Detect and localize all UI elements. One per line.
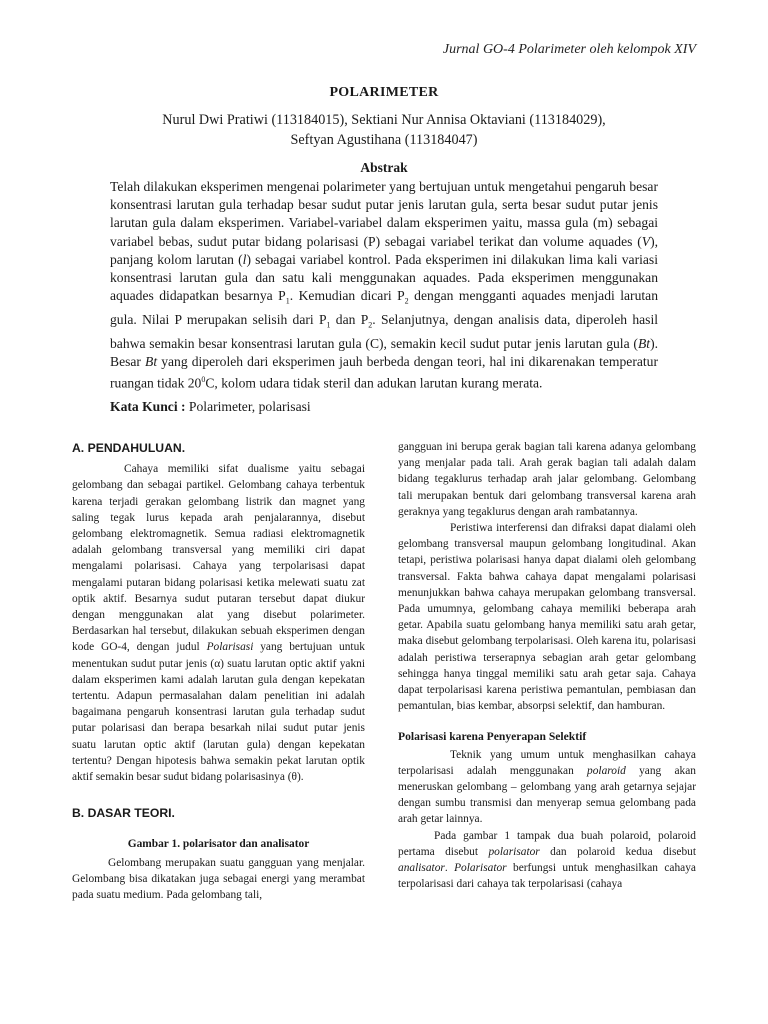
author-list [0,110,768,150]
keywords-label: Kata Kunci : [110,399,186,414]
figure-description-paragraph: Pada gambar 1 tampak dua buah polaroid, polaroid pertama disebut polarisator dan polaroid kedua disebut analisator. Polarisator berfungsi untuk menghasilkan cahaya terpolarisasi dari cahaya tak terpolarisasi (cahaya [398,829,697,891]
rope-wave-paragraph: gangguan ini berupa gerak bagian tali karena adanya gelombang yang menjalar pada tali. Arah gerak bagian tali adalah dalam bidang tegaklurus terhadap arah jalar gelombang. Gelombang tali merupakan bentuk dari gelombang transversal karena arah geraknya yang tegaklurus dengan arah rambatannya. [398,441,696,518]
author-line-2: Seftyan Agustihana (113184047) [290,132,478,148]
keywords [110,399,658,415]
author-line-1: Nurul Dwi Pratiwi (113184015), Sektiani Nur Annisa Oktaviani (113184029), [162,112,606,128]
polaroid-paragraph: Teknik yang umum untuk menghasilkan cahaya terpolarisasi adalah menggunakan polaroid yang akan meneruskan gelombang – gelombang yang arah getarnya sejajar dengan sumbu transmisi dan menyerap semua gelombang pada arah getar lainnya. [398,748,696,826]
left-column [72,440,365,903]
journal-header: Jurnal GO-4 Polarimeter oleh kelompok XIV [442,42,696,57]
right-column [398,439,696,892]
abstract-heading: Abstrak [360,160,408,175]
abstract-body: Telah dilakukan eksperimen mengenai polarimeter yang bertujuan untuk mengetahui pengaruh besar konsentrasi larutan gula terhadap besar sudut putar jenis larutan gula, serta besar sudut putar jenis larutan gula dalam eksperimen. Variabel-variabel dalam eksperimen yaitu, massa gula (m) sebagai variabel bebas, sudut putar bidang polarisasi (P) sebagai variabel terikat dan volume aquades (V), panjang kolom larutan (l) sebagai variabel kontrol. Pada eksperimen ini dilakukan lima kali variasi konsentrasi larutan gula dan satu kali menggunakan aquades. Pada eksperimen menggunakan aquades didapatkan besarnya $P_1$. Kemudian dicari $P_2$ dengan mengganti aquades menjadi larutan gula. Nilai P merupakan selisih dari $P_1$ dan $P_2$. Selanjutnya, dengan analisis data, diperoleh hasil bahwa semakin besar konsentrasi larutan gula (C), semakin kecil sudut putar jenis larutan gula (Bt). Besar Bt yang diperoleh dari eksperimen jauh berbeda dengan teori, hal ini dikarenakan temperatur ruangan tidak $20^0C$, kolom udara tidak steril dan adukan larutan kurang merata. [110,179,658,391]
selective-absorption-heading: Polarisasi karena Penyerapan Selektif [398,730,587,744]
intro-paragraph: Cahaya memiliki sifat dualisme yaitu sebagai gelombang dan sebagai partikel. Gelombang cahaya terbentuk karena terjadi gerakan gelombang listrik dan magnet yang saling tegak lurus kepada arah penjalarannya, disebut gelombang elektromagnetik. Semua radiasi elektromagnetik adalah gelombang transversal yang memiliki ciri dapat mengalami polarisasi. Cahaya yang terpolarisasi dapat mengalami putaran bidang polarisasi ketika melewati suatu zat optik aktif. Besarnya sudut putaran tersebut dapat diukur dengan menggunakan alat yang disebut polarimeter. Berdasarkan hal tersebut, dilakukan sebuah eksperimen dengan kode GO-4, dengan judul Polarisasi yang bertujuan untuk menentukan sudut putar jenis (α) suatu larutan optic aktif yakni dalam eksperimen kami adalah larutan gula dengan kepekatan tertentu. Adapun permasalahan dalam penelitian ini adalah bagaimana pengaruh konsentrasi larutan gula terhadap sudut putar polarisasi dan berapa besarkah nilai sudut putar jenis suatu larutan optic aktif (larutan gula) dengan kepekatan tertentu? Dengan hipotesis bahwa semakin pekat larutan optik aktif semakin besar sudut bidang polarisasinya (θ). [72,463,365,784]
interference-paragraph: Peristiwa interferensi dan difraksi dapat dialami oleh gelombang transversal maupun gelombang longitudinal. Akan tetapi, peristiwa polarisasi hanya dapat dialami oleh gelombang transversal. Fakta bahwa cahaya dapat mengalami polarisasi menunjukkan bahwa cahaya merupakan gelombang transversal. Pada umumnya, gelombang cahaya memiliki beberapa arah getar. Apabila suatu gelombang hanya memiliki satu arah getar, maka disebut gelombang terpolarisasi. Oleh karena itu, polarisasi adalah peristiwa terserapnya sebagian arah getar gelombang sehingga hanya tinggal memiliki satu arah getar saja. Cahaya dapat terpolarisasi karena peristiwa pemantulan, pembiasan dan pemantulan, bias kembar, absorpsi selektif, dan hamburan. [398,522,696,713]
figure-caption: Gambar 1. polarisator dan analisator [127,838,310,851]
section-a-heading: A. PENDAHULUAN. [72,441,186,455]
theory-paragraph: Gelombang merupakan suatu gangguan yang menjalar. Gelombang bisa dikatakan juga sebagai energi yang merambat pada suatu medium. Pada gelombang tali, [72,856,365,902]
paper-title: POLARIMETER [329,85,439,100]
section-b-heading: B. DASAR TEORI. [72,806,175,821]
keywords-text: Polarimeter, polarisasi [185,399,311,414]
